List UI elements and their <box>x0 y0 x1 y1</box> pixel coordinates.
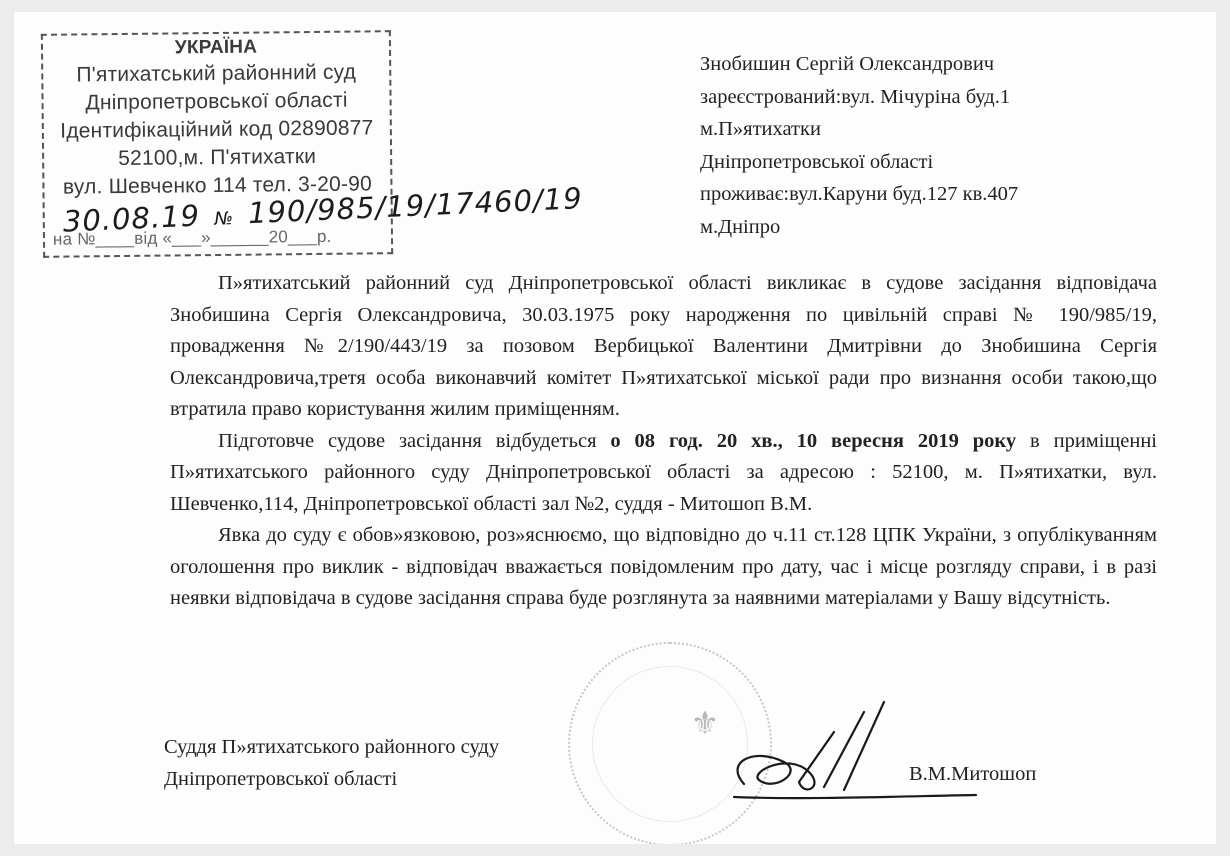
stamp-reply-line: на №____від «___»______20___р. <box>52 226 332 249</box>
stamp-street: вул. Шевченко 114 тел. 3-20-90 <box>62 172 373 199</box>
addressee-registered: зареєстрований:вул. Мічуріна буд.1 <box>700 85 1011 108</box>
trident-icon: ⚜ <box>690 704 720 742</box>
addressee-city: м.П»ятихатки <box>700 118 821 140</box>
stamp-postal: 52100,м. П'ятихатки <box>118 144 317 171</box>
addressee-name: Знобишин Сергій Олександрович <box>700 53 995 75</box>
addressee-residence: проживає:вул.Каруни буд.127 кв.407 <box>700 183 1019 205</box>
document-page <box>14 12 1216 844</box>
paragraph-summons: П»ятихатський районний суд Дніпропетровської області викликає в судове засідання відповідача Знобишина Сергія Олександровича, 30.03.1975 року народження по цивільній справі № 190/985/19, провадження №2/190/443/19 за позовом Вербицької Валентини Дмитрівни до Знобишина Сергія Олександровича,третя особа виконавчий комітет П»ятихатської міської ради про визнання особи такою,що втратила право користування жилим приміщенням. <box>170 272 1157 420</box>
judge-title-line1: Суддя П»ятихатського районного суду <box>164 736 500 758</box>
addressee-residence-city: м.Дніпро <box>700 215 781 238</box>
stamp-id-code: Ідентифікаційний код 02890877 <box>60 116 374 143</box>
hearing-datetime: о 08 год. 20 хв., 10 вересня 2019 року <box>610 429 1017 452</box>
court-stamp <box>41 30 584 258</box>
stamp-court-name: П'ятихатський районний суд <box>76 60 357 87</box>
hearing-intro: Підготовче судове засідання відбудеться <box>218 429 611 452</box>
handwritten-signature <box>714 692 984 812</box>
stamp-country: УКРАЇНА <box>174 36 258 59</box>
hearing-location: в приміщенні П»ятихатського районного суду Дніпропетровської області за адресою : 52100, м. П»ятихатки, вул. Шевченко,114, Дніпропетровської області зал №2, суддя - Митошоп В.М. <box>170 429 1157 515</box>
paragraph-attendance: Явка до суду є обов»язковою, роз»яснюємо, що відповідно до ч.11 ст.128 ЦПК України, з опублікуванням оголошення про виклик - відповідач вважається повідомленим про дату, час і місце розгляду справи, і в разі неявки відповідача в судове засідання справа буде розглянута за наявними матеріалами у Вашу відсутність. <box>170 524 1157 609</box>
number-sign: № <box>213 207 235 230</box>
summons-body <box>170 268 1157 615</box>
judge-title-line2: Дніпропетровської області <box>164 768 398 790</box>
stamp-region: Дніпропетровської області <box>85 88 348 115</box>
judge-title <box>164 731 499 795</box>
signer-name: В.М.Митошоп <box>909 763 1037 785</box>
addressee-block <box>700 48 1018 243</box>
handwritten-date: 30.08.19 <box>62 198 201 239</box>
addressee-region: Дніпропетровської області <box>700 150 934 173</box>
handwritten-case-ref: 190/985/19/17460/19 <box>247 181 584 231</box>
paragraph-hearing <box>170 426 1157 521</box>
